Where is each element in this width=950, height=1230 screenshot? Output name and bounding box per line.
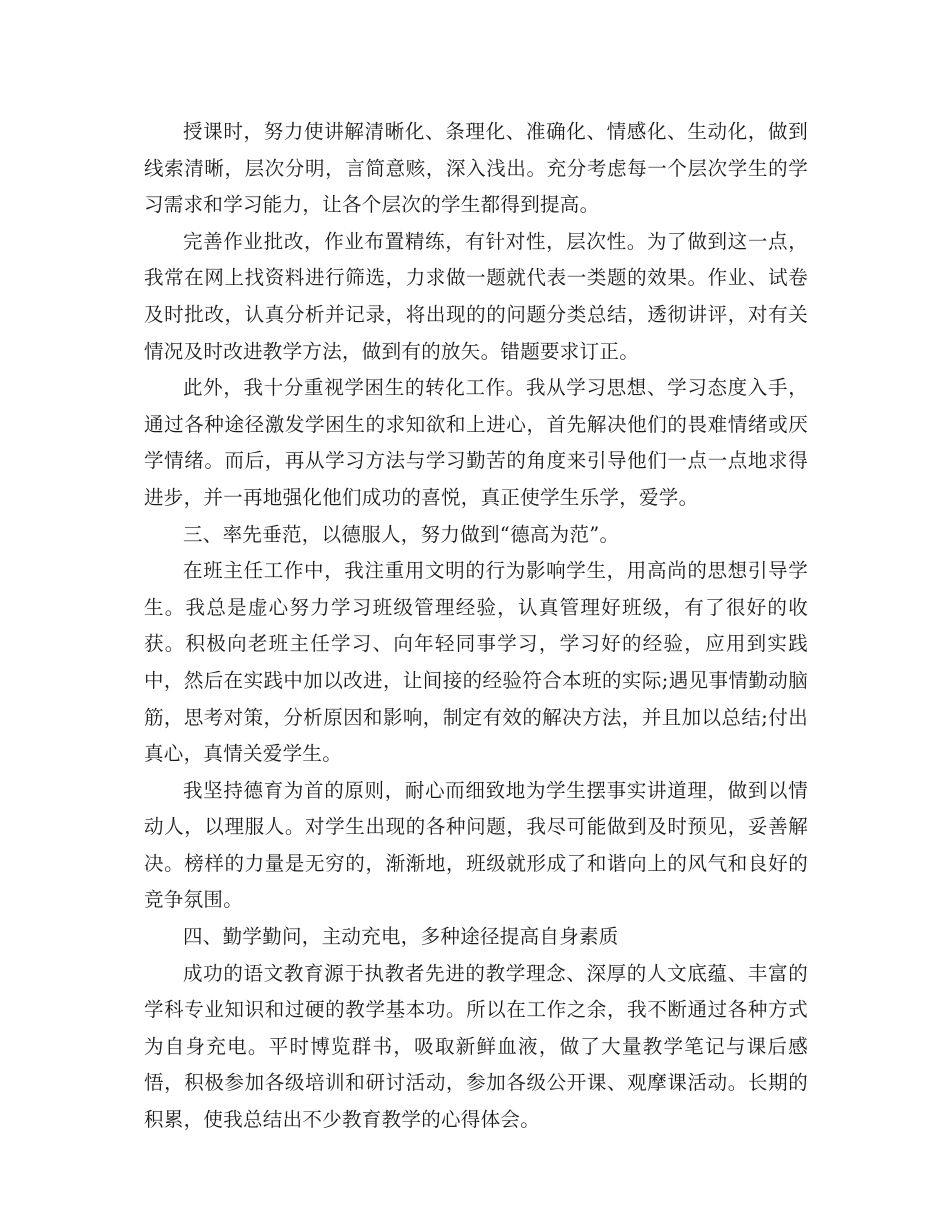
paragraph-teaching: 授课时，努力使讲解清晰化、条理化、准确化、情感化、生动化，做到线索清晰，层次分明，言简意赅，深入浅出。充分考虑每一个层次学生的学习需求和学习能力，让各个层次的学生都得到提高。 bbox=[144, 120, 808, 217]
paragraph-self-improvement: 成功的语文教育源于执教者先进的教学理念、深厚的人文底蕴、丰富的学科专业知识和过硬的教学基本功。所以在工作之余，我不断通过各种方式为自身充电。平时博览群书，吸取新鲜血液，做了大量教学笔记与课后感悟，积极参加各级培训和研讨活动，参加各级公开课、观摩课活动。长期的积累，使我总结出不少教育教学的心得体会。 bbox=[144, 961, 808, 1132]
section-heading-three: 三、率先垂范，以德服人，努力做到“德高为范”。 bbox=[183, 522, 620, 546]
paragraph-moral-education: 我坚持德育为首的原则，耐心而细致地为学生摆事实讲道理，做到以情动人，以理服人。对学生出现的各种问题，我尽可能做到及时预见，妥善解决。榜样的力量是无穷的，渐渐地，班级就形成了和谐向上的风气和良好的竞争氛围。 bbox=[144, 778, 808, 912]
section-heading-four: 四、勤学勤问，主动充电，多种途径提高自身素质 bbox=[183, 925, 619, 949]
document-body bbox=[144, 114, 808, 1139]
paragraph-struggling-students: 此外，我十分重视学困生的转化工作。我从学习思想、学习态度入手，通过各种途径激发学困生的求知欲和上进心，首先解决他们的畏难情绪或厌学情绪。而后，再从学习方法与学习勤苦的角度来引导他们一点一点地求得进步，并一再地强化他们成功的喜悦，真正使学生乐学，爱学。 bbox=[144, 376, 808, 509]
paragraph-homework: 完善作业批改，作业布置精练，有针对性，层次性。为了做到这一点，我常在网上找资料进行筛选，力求做一题就代表一类题的效果。作业、试卷及时批改，认真分析并记录，将出现的的问题分类总结，透彻讲评，对有关情况及时改进教学方法，做到有的放矢。错题要求订正。 bbox=[144, 229, 808, 363]
paragraph-class-management: 在班主任工作中，我注重用文明的行为影响学生，用高尚的思想引导学生。我总是虚心努力学习班级管理经验，认真管理好班级，有了很好的收获。积极向老班主任学习、向年轻同事学习，学习好的经验，应用到实践中，然后在实践中加以改进，让间接的经验符合本班的实际;遇见事情勤动脑筋，思考对策，分析原因和影响，制定有效的解决方法，并且加以总结;付出真心，真情关爱学生。 bbox=[144, 559, 808, 766]
